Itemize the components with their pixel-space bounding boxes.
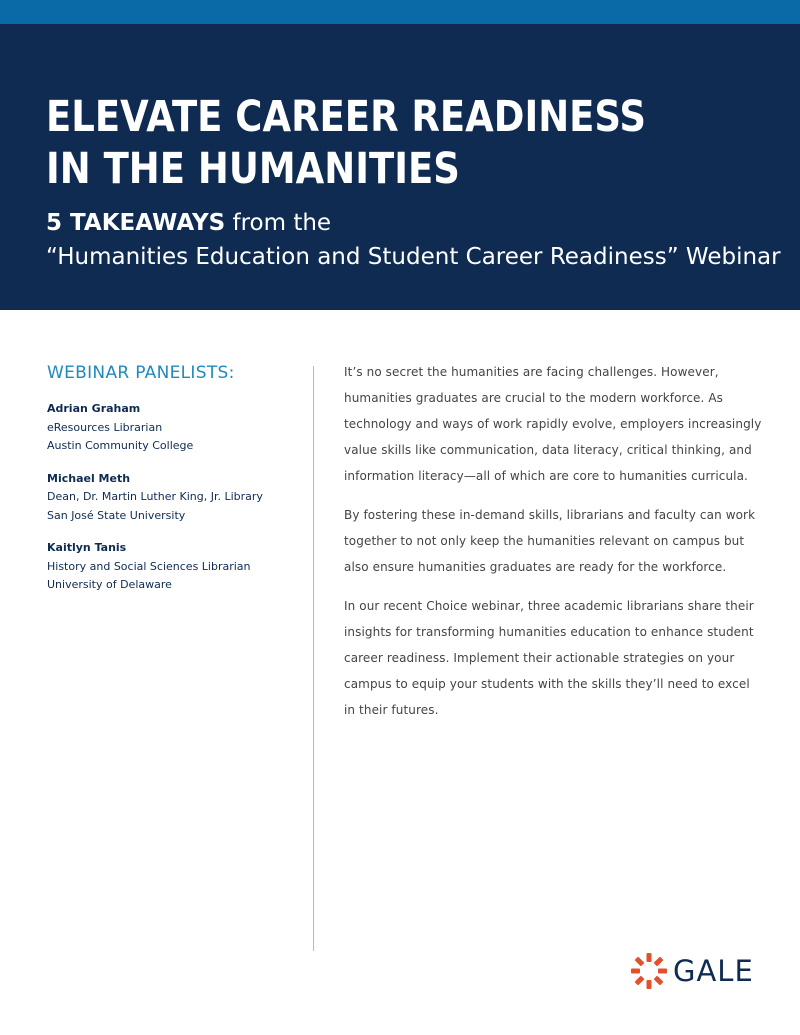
logo-text: GALE [673,954,754,988]
body-paragraph-3: In our recent Choice webinar, three academic librarians share their insights for transforming humanities education to enhance student career readiness. Implement their actionable strategies on your campus to equip your students with the skills they’ll need to excel in their futures. [344,599,754,717]
title-line-2: IN THE HUMANITIES [46,144,460,194]
panelist-role: History and Social Sciences Librarian [47,559,251,573]
panelist-org: Austin Community College [47,439,194,452]
panelist-role: eResources Librarian [47,420,163,434]
gale-logo [630,952,760,992]
panelist-name: Michael Meth [47,471,131,485]
subtitle-rest: from the [225,210,332,236]
panelist-name: Kaitlyn Tanis [47,541,127,554]
panelist [47,400,297,456]
panelist-name: Adrian Graham [47,402,141,415]
page-subtitle [46,206,781,274]
body-paragraph-1: It’s no secret the humanities are facing challenges. However, humanities graduates are crucial to the modern workforce. As technology and ways of work rapidly evolve, employers increasingly value skills like communication, data literacy, critical thinking, and information literacy—all of which are core to humanities curricula. [344,365,762,483]
column-divider [313,366,314,951]
subtitle-line-1 [46,206,766,240]
hero-banner [0,24,800,310]
title-line-1: ELEVATE CAREER READINESS [46,92,647,142]
panelist [47,539,297,595]
subtitle-bold: 5 TAKEAWAYS [46,210,226,236]
header-strip [0,0,800,24]
gale-starburst-icon [630,952,668,990]
page-title [46,91,665,195]
intro-section [344,359,764,736]
subtitle-line-2: “Humanities Education and Student Career Readiness” Webinar [46,244,781,270]
panelists-heading: WEBINAR PANELISTS: [47,363,235,383]
body-paragraph-2: By fostering these in-demand skills, librarians and faculty can work together to not only keep the humanities relevant on campus but also ensure humanities graduates are ready for the workforce. [344,508,756,574]
panelists-section [47,362,297,595]
panelist-org: University of Delaware [47,578,172,591]
panelist [47,470,297,526]
panelist-role: Dean, Dr. Martin Luther King, Jr. Library [47,490,263,503]
panelist-org: San José State University [47,508,186,522]
